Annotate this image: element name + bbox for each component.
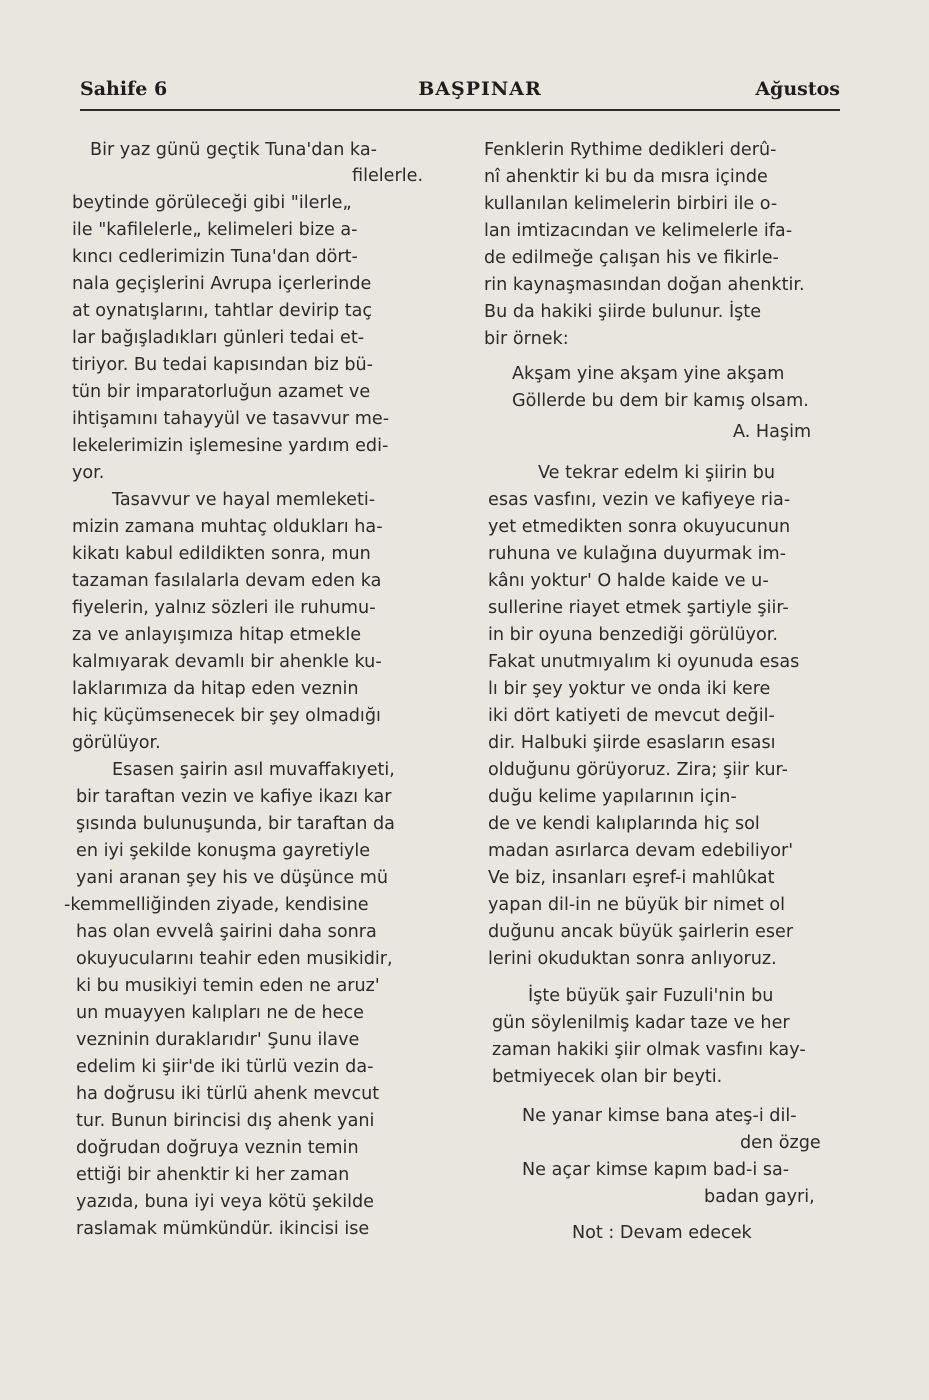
text-line: duğunu ancak büyük şairlerin eser — [488, 922, 794, 942]
text-line: yapan dil-in ne büyük bir nimet ol — [488, 895, 786, 915]
header-rule — [80, 109, 840, 111]
text-line: kikatı kabul edildikten sonra, mun — [72, 544, 371, 564]
text-line: olduğunu görüyoruz. Zira; şiir kur- — [488, 760, 788, 780]
text-line: tazaman fasılalarla devam eden ka — [72, 571, 382, 591]
text-line: mizin zamana muhtaç oldukları ha- — [72, 517, 383, 537]
text-line: bir taraftan vezin ve kafiye ikazı kar — [76, 787, 392, 807]
text-line: iki dört katiyeti de mevcut değil- — [488, 706, 775, 726]
text-line: raslamak mümkündür. ikincisi ise — [76, 1219, 370, 1239]
verse-line: den özge — [740, 1133, 821, 1153]
text-line: vezninin duraklarıdır' Şunu ilave — [76, 1030, 360, 1050]
text-line: lekelerimizin işlemesine yardım edi- — [72, 436, 389, 456]
poem-author: A. Haşim — [733, 422, 812, 442]
text-line: lı bir şey yoktur ve onda iki kere — [488, 679, 771, 699]
text-line: Bu da hakiki şiirde bulunur. İşte — [484, 302, 762, 322]
text-line: Tasavvur ve hayal memleketi- — [112, 490, 376, 510]
continued-note: Not : Devam edecek — [572, 1223, 752, 1243]
text-line: yani aranan şey his ve düşünce mü — [76, 868, 389, 888]
text-line: filelerle. — [352, 166, 424, 186]
text-line: madan asırlarca devam edebiliyor' — [488, 841, 794, 861]
text-line: -kemmelliğinden ziyade, kendisine — [64, 895, 369, 915]
text-line: nî ahenktir ki bu da mısra içinde — [484, 167, 768, 187]
text-line: tiriyor. Bu tedai kapısından biz bü- — [72, 355, 374, 375]
page-header — [80, 78, 840, 108]
text-line: okuyucularını teahir eden musikidir, — [76, 949, 393, 969]
text-line: edelim ki şiir'de iki türlü vezin da- — [76, 1057, 374, 1077]
text-line: sullerine riayet etmek şartiyle şiir- — [488, 598, 789, 618]
text-line: laklarımıza da hitap eden veznin — [72, 679, 359, 699]
text-line: en iyi şekilde konuşma gayretiyle — [76, 841, 371, 861]
text-line: kıncı cedlerimizin Tuna'dan dört- — [72, 247, 358, 267]
text-line: bir örnek: — [484, 329, 569, 349]
text-line: şısında bulunuşunda, bir taraftan da — [76, 814, 395, 834]
text-line: betmiyecek olan bir beyti. — [492, 1067, 723, 1087]
text-line: Fenklerin Rythime dedikleri derû- — [484, 140, 777, 160]
text-line: fiyelerin, yalnız sözleri ile ruhumu- — [72, 598, 376, 618]
text-line: esas vasfını, vezin ve kafiyeye ria- — [488, 490, 791, 510]
text-line: ihtişamını tahayyül ve tasavvur me- — [72, 409, 390, 429]
text-line: de ve kendi kalıplarında hiç sol — [488, 814, 760, 834]
text-line: İşte büyük şair Fuzuli'nin bu — [528, 986, 774, 1006]
text-line: Bir yaz günü geçtik Tuna'dan ka- — [90, 140, 377, 160]
text-line: ile "kafilelerle„ kelimeleri bize a- — [72, 220, 358, 240]
masthead-title: BAŞPINAR — [418, 78, 542, 100]
text-line: gün söylenilmiş kadar taze ve her — [492, 1013, 790, 1033]
text-line: un muayyen kalıpları ne de hece — [76, 1003, 364, 1023]
text-line: ha doğrusu iki türlü ahenk mevcut — [76, 1084, 380, 1104]
text-line: de edilmeğe çalışan his ve fikirle- — [484, 248, 779, 268]
text-line: yor. — [72, 463, 105, 483]
text-line: lan imtizacından ve kelimelerle ifa- — [484, 221, 793, 241]
text-line: zaman hakiki şiir olmak vasfını kay- — [492, 1040, 806, 1060]
text-line: kullanılan kelimelerin birbiri ile o- — [484, 194, 778, 214]
text-line: rin kaynaşmasından doğan ahenktir. — [484, 275, 805, 295]
text-line: Fakat unutmıyalım ki oyunuda esas — [488, 652, 800, 672]
text-line: ki bu musikiyi temin eden ne aruz' — [76, 976, 380, 996]
text-line: Ve tekrar edelm ki şiirin bu — [538, 463, 776, 483]
text-line: ettiği bir ahenktir ki her zaman — [76, 1165, 350, 1185]
text-line: Ve biz, insanları eşref-i mahlûkat — [488, 868, 775, 888]
text-line: doğrudan doğruya veznin temin — [76, 1138, 359, 1158]
text-line: kalmıyarak devamlı bir ahenkle ku- — [72, 652, 382, 672]
text-line: yazıda, buna iyi veya kötü şekilde — [76, 1192, 375, 1212]
page-number: Sahife 6 — [80, 78, 168, 100]
poem-line: Akşam yine akşam yine akşam — [512, 364, 785, 384]
text-line: duğu kelime yapılarının için- — [488, 787, 737, 807]
text-line: in bir oyuna benzediği görülüyor. — [488, 625, 779, 645]
text-line: Esasen şairin asıl muvaffakıyeti, — [112, 760, 395, 780]
verse-line: Ne açar kimse kapım bad-i sa- — [522, 1160, 790, 1180]
text-line: yet etmedikten sonra okuyucunun — [488, 517, 791, 537]
text-line: görülüyor. — [72, 733, 161, 753]
text-line: nala geçişlerini Avrupa içerlerinde — [72, 274, 372, 294]
poem-line: Göllerde bu dem bir kamış olsam. — [512, 391, 809, 411]
issue-month: Ağustos — [755, 78, 840, 100]
text-line: za ve anlayışımıza hitap etmekle — [72, 625, 362, 645]
text-line: tur. Bunun birincisi dış ahenk yani — [76, 1111, 375, 1131]
text-line: at oynatışlarını, tahtlar devirip taç — [72, 301, 373, 321]
text-line: ruhuna ve kulağına duyurmak im- — [488, 544, 786, 564]
verse-line: badan gayri, — [704, 1187, 815, 1207]
text-line: kânı yoktur' O halde kaide ve u- — [488, 571, 769, 591]
text-line: beytinde görüleceği gibi "ilerle„ — [72, 193, 352, 213]
text-line: hiç küçümsenecek bir şey olmadığı — [72, 706, 381, 726]
text-line: lerini okuduktan sonra anlıyoruz. — [488, 949, 777, 969]
text-line: has olan evvelâ şairini daha sonra — [76, 922, 377, 942]
text-line: dir. Halbuki şiirde esasların esası — [488, 733, 776, 753]
text-line: tün bir imparatorluğun azamet ve — [72, 382, 371, 402]
text-line: lar bağışladıkları günleri tedai et- — [72, 328, 365, 348]
verse-line: Ne yanar kimse bana ateş-i dil- — [522, 1106, 797, 1126]
